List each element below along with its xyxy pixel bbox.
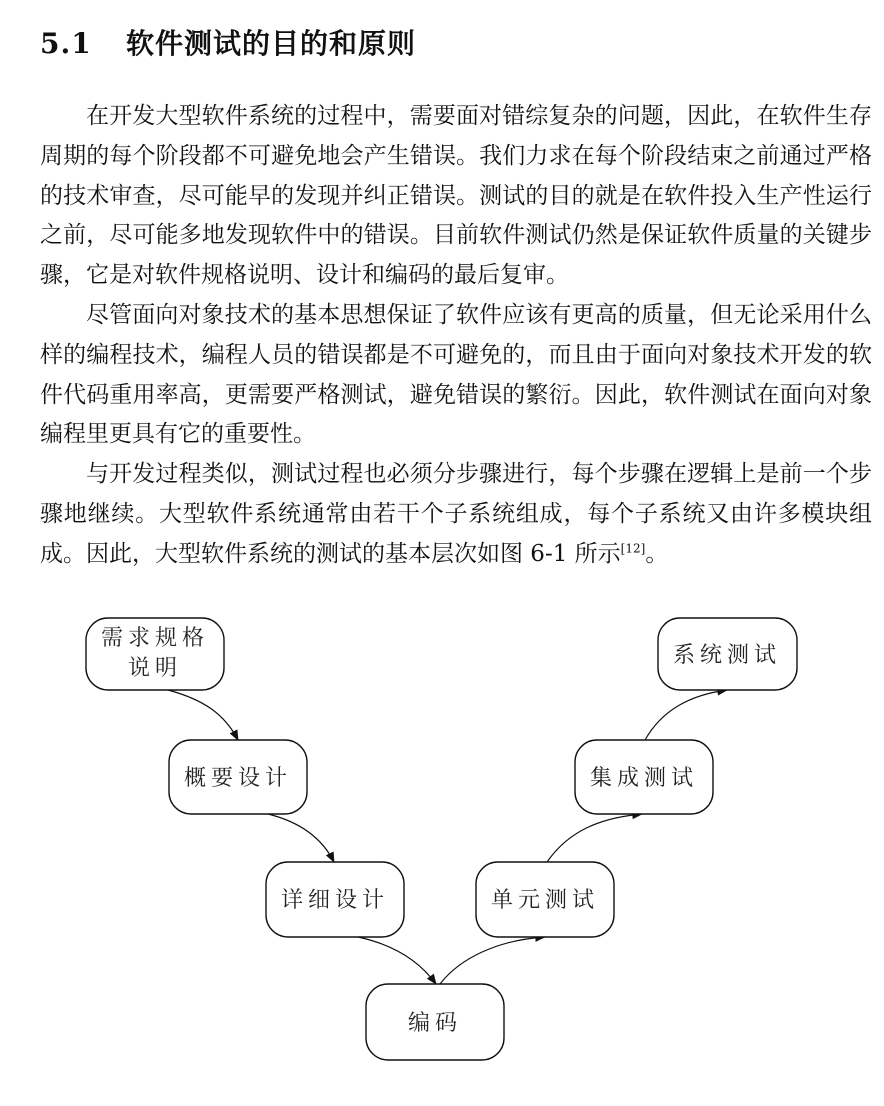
node-requirements: [86, 618, 224, 690]
citation-marker: [12]: [620, 540, 646, 555]
arrow-requirements-to-outline: [168, 690, 238, 740]
node-system-test-label: 系统测试: [672, 643, 782, 668]
node-unit-test: [476, 862, 614, 937]
node-detailed-design-label: 详细设计: [280, 888, 390, 913]
paragraph-test-levels-text: 与开发过程类似，测试过程也必须分步骤进行，每个步骤在逻辑上是前一个步骤地继续。大型软件系统通常由若干个子系统组成，每个子系统又由许多模块组成。因此，大型软件系统的测试的基本层次如图 6-1 所示: [40, 461, 872, 567]
section-number: 5.1: [40, 27, 92, 60]
node-coding-label: 编码: [407, 1011, 463, 1036]
arrow-outline-to-detailed: [268, 814, 334, 862]
node-outline-design-label: 概要设计: [183, 766, 293, 791]
paragraph-oop-testing: 尽管面向对象技术的基本思想保证了软件应该有更高的质量，但无论采用什么样的编程技术，编程人员的错误都是不可避免的，而且由于面向对象技术开发的软件代码重用率高，更需要严格测试，避免错误的繁衍。因此，软件测试在面向对象编程里更具有它的重要性。: [40, 302, 872, 448]
node-coding: [366, 984, 504, 1060]
node-requirements-label-line1: 需求规格: [100, 626, 210, 651]
arrow-integration-to-system: [645, 690, 727, 740]
paragraph-purpose: 在开发大型软件系统的过程中，需要面对错综复杂的问题，因此，在软件生存周期的每个阶段都不可避免地会产生错误。我们力求在每个阶段结束之前通过严格的技术审查，尽可能早的发现并纠正错误。测试的目的就是在软件投入生产性运行之前，尽可能多地发现软件中的错误。目前软件测试仍然是保证软件质量的关键步骤，它是对软件规格说明、设计和编码的最后复审。: [40, 103, 872, 289]
paragraph-test-levels-ending: 。: [645, 540, 669, 567]
node-unit-test-label: 单元测试: [490, 888, 600, 913]
section-title: 软件测试的目的和原则: [126, 27, 417, 60]
arrow-detailed-to-coding: [358, 937, 436, 984]
node-requirements-label-line2: 说明: [127, 656, 183, 681]
node-system-test: [658, 618, 797, 690]
arrow-coding-to-unit: [440, 937, 545, 984]
node-detailed-design: [266, 862, 404, 937]
node-integration-test-label: 集成测试: [589, 766, 699, 791]
arrow-unit-to-integration: [547, 814, 642, 862]
node-integration-test: [575, 740, 713, 814]
node-outline-design: [169, 740, 307, 814]
